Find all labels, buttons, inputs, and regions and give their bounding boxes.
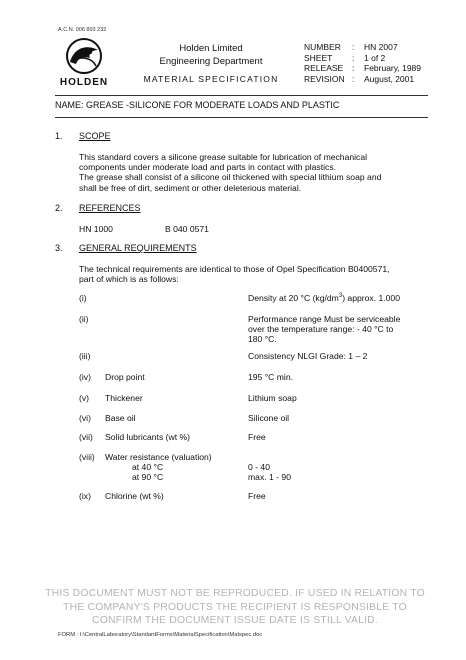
general-intro (79, 264, 390, 284)
item-value: Lithium soap (248, 393, 297, 403)
holden-logo (52, 36, 116, 88)
intro-line: The technical requirements are identical to those of Opel Specification B0400571, (79, 264, 390, 274)
meta-key: RELEASE (304, 63, 344, 73)
section-title-general: GENERAL REQUIREMENTS (79, 243, 197, 253)
item-number: (vi) (79, 413, 91, 423)
doc-meta-table (304, 42, 421, 84)
intro-line: part of which is as follows: (79, 274, 179, 285)
item-label: Water resistance (valuation) (105, 452, 212, 462)
value-line: Performance range Must be serviceable (248, 314, 401, 324)
notice-line: THIS DOCUMENT MUST NOT BE REPRODUCED. IF USED IN RELATION TO (45, 588, 425, 599)
item-value-consistency: Consistency NLGI Grade: 1 – 2 (248, 351, 368, 361)
item-value: 0 - 40 (248, 462, 270, 472)
superscript: 3 (338, 293, 343, 300)
material-name: NAME: GREASE -SILICONE FOR MODERATE LOADS AND PLASTIC (55, 100, 340, 110)
header-divider (55, 95, 428, 96)
acn-number: A.C.N. 006 893 232 (58, 27, 107, 33)
item-number: (iii) (79, 351, 91, 361)
item-number: (i) (79, 293, 87, 303)
item-number: (viii) (79, 452, 95, 462)
scope-line: components under moderate load and parts in contact with plastics. (79, 162, 337, 173)
notice-line: THE COMPANY'S PRODUCTS THE RECIPIENT IS RESPONSIBLE TO (63, 601, 407, 613)
section-number: 2. (55, 203, 63, 213)
item-label: Base oil (105, 413, 136, 423)
company-name: Holden Limited (179, 43, 243, 54)
section-number: 1. (55, 131, 63, 141)
meta-key: SHEET (304, 52, 333, 63)
scope-line: shall be free of dirt, sediment or other deleterious material. (79, 182, 302, 193)
item-label: Solid lubricants (wt %) (105, 432, 191, 442)
item-value: Silicone oil (248, 413, 290, 423)
meta-row-release: RELEASE : February, 1989 (304, 63, 422, 73)
meta-key: REVISION (304, 73, 345, 84)
notice-line: CONFIRM THE DOCUMENT ISSUE DATE IS STILL VALID. (92, 615, 378, 626)
section-title-scope: SCOPE (79, 131, 111, 141)
doc-type-title: MATERIAL SPECIFICATION (143, 74, 279, 84)
item-value-performance (248, 314, 400, 345)
logo-text: HOLDEN (59, 77, 109, 88)
meta-row-number: NUMBER : HN 2007 (304, 42, 398, 52)
item-number: (ix) (79, 491, 91, 501)
scope-line: This standard covers a silicone grease suitable for lubrication of mechanical (79, 152, 368, 162)
scope-paragraph (79, 152, 381, 193)
meta-value: February, 1989 (364, 63, 422, 73)
reproduction-notice (40, 587, 430, 628)
item-value-density: Density at 20 °C $(kg/dm^3)$ approx. 1.000 (248, 293, 400, 303)
item-label: Chlorine (wt %) (105, 491, 164, 501)
meta-row-revision: REVISION : August, 2001 (304, 73, 415, 84)
item-sublabel: at 90 °C (132, 472, 164, 482)
name-divider (55, 117, 428, 118)
item-label: Drop point (105, 372, 145, 382)
form-path: FORM : I:\CentralLaboratory\StandardForms\MaterialSpecification\Matspec.doc (58, 632, 263, 638)
item-sublabel: at 40 °C (132, 462, 164, 472)
reference-item: B 040 0571 (165, 224, 209, 234)
item-value: Free (248, 491, 266, 501)
item-number: (vii) (79, 432, 93, 442)
item-number: (ii) (79, 314, 89, 324)
section-number: 3. (55, 243, 63, 253)
meta-row-sheet: SHEET : 1 of 2 (304, 52, 386, 63)
meta-value: 1 of 2 (364, 52, 386, 63)
meta-value: HN 2007 (364, 42, 398, 52)
item-number: (v) (79, 393, 90, 403)
company-block (136, 42, 286, 68)
value-line: 180 °C. (248, 334, 277, 345)
meta-value: August, 2001 (364, 73, 415, 84)
item-value: 195 °C min. (248, 372, 293, 382)
item-value: Free (248, 432, 266, 442)
reference-item: HN 1000 (79, 224, 113, 234)
section-title-references: REFERENCES (79, 203, 141, 213)
item-label: Thickener (105, 393, 143, 403)
scope-line: The grease shall consist of a silicone oil thickened with special lithium soap and (79, 172, 382, 183)
meta-key: NUMBER (304, 42, 341, 52)
item-number: (iv) (79, 372, 91, 382)
value-line: over the temperature range: - 40 °C to (248, 324, 394, 335)
item-value: max. 1 - 90 (248, 472, 291, 482)
department-name: Engineering Department (159, 56, 263, 67)
